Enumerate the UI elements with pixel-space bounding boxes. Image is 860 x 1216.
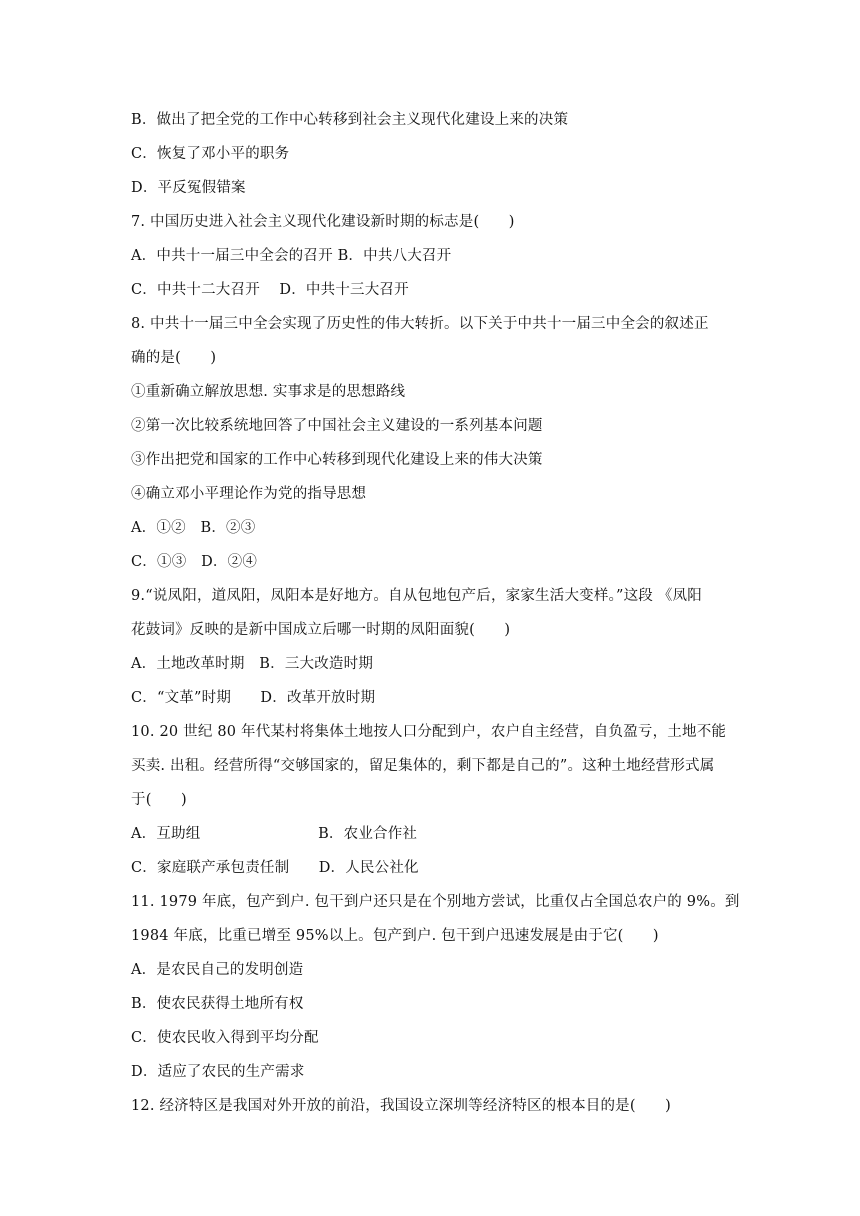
statement-8-1: ①重新确立解放思想. 实事求是的思想路线: [131, 384, 406, 400]
statement-8-4: ④确立邓小平理论作为党的指导思想: [131, 486, 367, 502]
statement-8-2: ②第一次比较系统地回答了中国社会主义建设的一系列基本问题: [131, 418, 543, 434]
option-11c: C．使农民收入得到平均分配: [131, 1030, 319, 1046]
option-6b: B．做出了把全党的工作中心转移到社会主义现代化建设上来的决策: [131, 112, 569, 128]
options-8-cd: C．①③ D．②④: [131, 554, 258, 570]
options-9-cd: C．“文革”时期 D．改革开放时期: [131, 690, 376, 706]
options-7-cd: C．中共十二大召开 D．中共十三大召开: [131, 282, 409, 298]
option-11d: D．适应了农民的生产需求: [131, 1064, 305, 1080]
question-11-line-1: 11. 1979 年底，包产到户. 包干到户还只是在个别地方尝试，比重仅占全国总农户的 9%。到: [131, 894, 740, 910]
question-9-line-1: 9.“说凤阳，道凤阳，凤阳本是好地方。自从包地包产后，家家生活大变样。”这段 《凤阳: [131, 588, 702, 604]
options-9-ab: A．土地改革时期 B．三大改造时期: [131, 656, 374, 672]
option-6c: C．恢复了邓小平的职务: [131, 146, 290, 162]
option-11b: B．使农民获得土地所有权: [131, 996, 304, 1012]
question-7: 7. 中国历史进入社会主义现代化建设新时期的标志是( ): [131, 214, 515, 230]
question-8-line-1: 8. 中共十一届三中全会实现了历史性的伟大转折。以下关于中共十一届三中全会的叙述正: [131, 316, 709, 332]
question-12: 12. 经济特区是我国对外开放的前沿，我国设立深圳等经济特区的根本目的是( ): [131, 1098, 671, 1114]
options-8-ab: A．①② B．②③: [131, 520, 256, 536]
question-10-line-2: 买卖. 出租。经营所得“交够国家的，留足集体的，剩下都是自己的”。这种土地经营形式属: [131, 758, 715, 774]
option-11a: A．是农民自己的发明创造: [131, 962, 304, 978]
question-10-line-1: 10. 20 世纪 80 年代某村将集体土地按人口分配到户，农户自主经营，自负盈亏，土地不能: [131, 724, 727, 740]
question-10-line-3: 于( ): [131, 792, 187, 808]
question-9-line-2: 花鼓词》反映的是新中国成立后哪一时期的凤阳面貌( ): [131, 622, 511, 638]
options-7-ab: A．中共十一届三中全会的召开 B．中共八大召开: [131, 248, 452, 264]
question-11-line-2: 1984 年底，比重已增至 95%以上。包产到户. 包干到户迅速发展是由于它( ): [131, 928, 659, 944]
options-10-ab: A．互助组 B．农业合作社: [131, 826, 418, 842]
statement-8-3: ③作出把党和国家的工作中心转移到现代化建设上来的伟大决策: [131, 452, 543, 468]
options-10-cd: C．家庭联产承包责任制 D．人民公社化: [131, 860, 419, 876]
question-8-line-2: 确的是( ): [131, 350, 217, 366]
option-6d: D．平反冤假错案: [131, 180, 246, 196]
